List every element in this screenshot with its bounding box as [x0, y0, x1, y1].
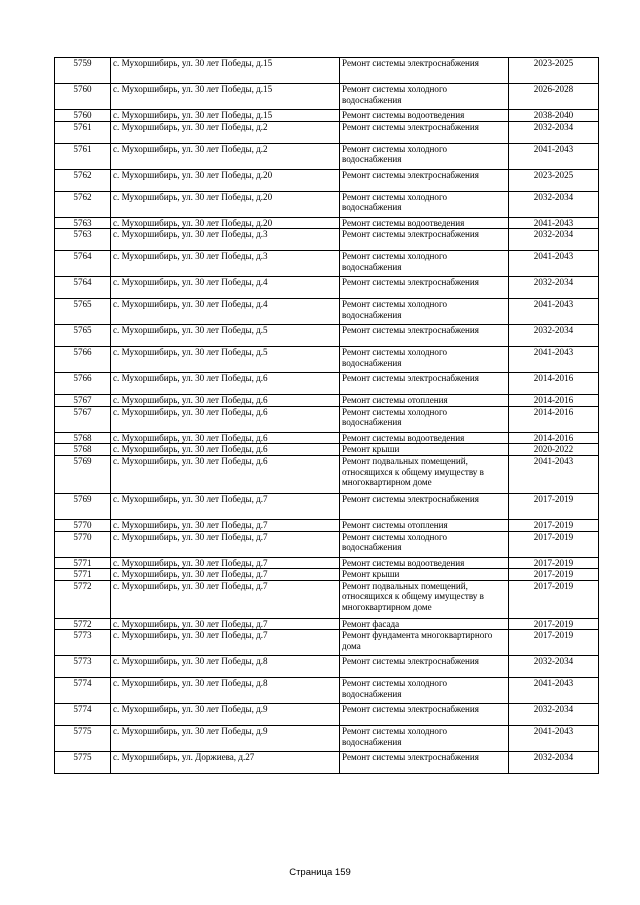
period-cell: 2014-2016 [509, 432, 599, 444]
row-number: 5766 [55, 347, 111, 373]
table-row [55, 395, 599, 407]
row-number: 5774 [55, 678, 111, 704]
work-type-cell: Ремонт системы холодного водоснабжения [340, 406, 509, 432]
period-cell: 2032-2034 [509, 277, 599, 299]
work-type-cell: Ремонт системы электроснабжения [340, 493, 509, 519]
period-cell: 2017-2019 [509, 557, 599, 569]
address-cell: с. Мухоршибирь, ул. 30 лет Победы, д.9 [111, 704, 340, 726]
work-type-cell: Ремонт системы холодного водоснабжения [340, 251, 509, 277]
address-cell: с. Мухоршибирь, ул. 30 лет Победы, д.15 [111, 84, 340, 110]
row-number: 5768 [55, 432, 111, 444]
period-cell: 2041-2043 [509, 726, 599, 752]
period-cell: 2023-2025 [509, 169, 599, 191]
work-type-cell: Ремонт системы электроснабжения [340, 656, 509, 678]
address-cell: с. Мухоршибирь, ул. 30 лет Победы, д.6 [111, 432, 340, 444]
row-number: 5772 [55, 618, 111, 630]
table-row [55, 229, 599, 251]
table-row [55, 277, 599, 299]
period-cell: 2032-2034 [509, 656, 599, 678]
address-cell: с. Мухоршибирь, ул. 30 лет Победы, д.4 [111, 299, 340, 325]
work-type-cell: Ремонт подвальных помещений, относящихся к общему имуществу в многоквартирном доме [340, 580, 509, 618]
period-cell: 2041-2043 [509, 217, 599, 229]
address-cell: с. Мухоршибирь, ул. 30 лет Победы, д.20 [111, 191, 340, 217]
table-row [55, 58, 599, 84]
table-row [55, 656, 599, 678]
address-cell: с. Мухоршибирь, ул. 30 лет Победы, д.6 [111, 406, 340, 432]
work-type-cell: Ремонт системы электроснабжения [340, 121, 509, 143]
address-cell: с. Мухоршибирь, ул. 30 лет Победы, д.15 [111, 110, 340, 122]
work-type-cell: Ремонт системы холодного водоснабжения [340, 299, 509, 325]
table-row [55, 84, 599, 110]
period-cell: 2032-2034 [509, 704, 599, 726]
address-cell: с. Мухоршибирь, ул. 30 лет Победы, д.5 [111, 325, 340, 347]
period-cell: 2032-2034 [509, 325, 599, 347]
address-cell: с. Мухоршибирь, ул. 30 лет Победы, д.9 [111, 726, 340, 752]
work-type-cell: Ремонт фасада [340, 618, 509, 630]
table-row [55, 406, 599, 432]
row-number: 5764 [55, 277, 111, 299]
address-cell: с. Мухоршибирь, ул. 30 лет Победы, д.3 [111, 229, 340, 251]
row-number: 5770 [55, 519, 111, 531]
table-row [55, 444, 599, 456]
period-cell: 2041-2043 [509, 678, 599, 704]
row-number: 5765 [55, 325, 111, 347]
period-cell: 2041-2043 [509, 455, 599, 493]
row-number: 5762 [55, 169, 111, 191]
period-cell: 2017-2019 [509, 519, 599, 531]
period-cell: 2017-2019 [509, 569, 599, 581]
period-cell: 2017-2019 [509, 618, 599, 630]
row-number: 5771 [55, 557, 111, 569]
period-cell: 2023-2025 [509, 58, 599, 84]
address-cell: с. Мухоршибирь, ул. 30 лет Победы, д.7 [111, 569, 340, 581]
row-number: 5769 [55, 493, 111, 519]
table-row [55, 325, 599, 347]
table-row [55, 557, 599, 569]
work-type-cell: Ремонт системы холодного водоснабжения [340, 191, 509, 217]
work-type-cell: Ремонт системы электроснабжения [340, 58, 509, 84]
row-number: 5768 [55, 444, 111, 456]
address-cell: с. Мухоршибирь, ул. 30 лет Победы, д.6 [111, 444, 340, 456]
table-row [55, 519, 599, 531]
table-row [55, 217, 599, 229]
table-row [55, 704, 599, 726]
period-cell: 2041-2043 [509, 251, 599, 277]
table-row [55, 299, 599, 325]
work-type-cell: Ремонт системы электроснабжения [340, 325, 509, 347]
table-row [55, 618, 599, 630]
address-cell: с. Мухоршибирь, ул. 30 лет Победы, д.3 [111, 251, 340, 277]
row-number: 5760 [55, 110, 111, 122]
address-cell: с. Мухоршибирь, ул. 30 лет Победы, д.8 [111, 656, 340, 678]
work-type-cell: Ремонт системы холодного водоснабжения [340, 143, 509, 169]
address-cell: с. Мухоршибирь, ул. 30 лет Победы, д.6 [111, 455, 340, 493]
period-cell: 2014-2016 [509, 395, 599, 407]
row-number: 5766 [55, 373, 111, 395]
address-cell: с. Мухоршибирь, ул. 30 лет Победы, д.6 [111, 395, 340, 407]
row-number: 5774 [55, 704, 111, 726]
row-number: 5767 [55, 395, 111, 407]
address-cell: с. Мухоршибирь, ул. 30 лет Победы, д.7 [111, 493, 340, 519]
table-row [55, 531, 599, 557]
table-row [55, 752, 599, 774]
row-number: 5759 [55, 58, 111, 84]
row-number: 5761 [55, 143, 111, 169]
period-cell: 2017-2019 [509, 493, 599, 519]
work-type-cell: Ремонт системы электроснабжения [340, 169, 509, 191]
work-type-cell: Ремонт подвальных помещений, относящихся к общему имуществу в многоквартирном доме [340, 455, 509, 493]
table-row [55, 169, 599, 191]
table-row [55, 251, 599, 277]
work-type-cell: Ремонт крыши [340, 444, 509, 456]
table-row [55, 630, 599, 656]
address-cell: с. Мухоршибирь, ул. 30 лет Победы, д.15 [111, 58, 340, 84]
address-cell: с. Мухоршибирь, ул. 30 лет Победы, д.7 [111, 519, 340, 531]
table-row [55, 110, 599, 122]
row-number: 5773 [55, 630, 111, 656]
work-type-cell: Ремонт системы водоотведения [340, 110, 509, 122]
work-type-cell: Ремонт системы холодного водоснабжения [340, 678, 509, 704]
table-row [55, 455, 599, 493]
work-type-cell: Ремонт системы отопления [340, 519, 509, 531]
work-type-cell: Ремонт системы водоотведения [340, 432, 509, 444]
work-type-cell: Ремонт системы электроснабжения [340, 704, 509, 726]
work-type-cell: Ремонт крыши [340, 569, 509, 581]
address-cell: с. Мухоршибирь, ул. 30 лет Победы, д.6 [111, 373, 340, 395]
row-number: 5770 [55, 531, 111, 557]
row-number: 5771 [55, 569, 111, 581]
page-number: Страница 159 [289, 867, 351, 878]
row-number: 5761 [55, 121, 111, 143]
period-cell: 2041-2043 [509, 143, 599, 169]
row-number: 5773 [55, 656, 111, 678]
work-type-cell: Ремонт системы электроснабжения [340, 229, 509, 251]
address-cell: с. Мухоршибирь, ул. Доржиева, д.27 [111, 752, 340, 774]
table-row [55, 493, 599, 519]
address-cell: с. Мухоршибирь, ул. 30 лет Победы, д.8 [111, 678, 340, 704]
address-cell: с. Мухоршибирь, ул. 30 лет Победы, д.20 [111, 217, 340, 229]
work-type-cell: Ремонт системы холодного водоснабжения [340, 347, 509, 373]
address-cell: с. Мухоршибирь, ул. 30 лет Победы, д.7 [111, 618, 340, 630]
work-type-cell: Ремонт системы электроснабжения [340, 373, 509, 395]
table-row [55, 678, 599, 704]
address-cell: с. Мухоршибирь, ул. 30 лет Победы, д.2 [111, 121, 340, 143]
table-row [55, 432, 599, 444]
row-number: 5760 [55, 84, 111, 110]
period-cell: 2014-2016 [509, 373, 599, 395]
table-row [55, 373, 599, 395]
address-cell: с. Мухоршибирь, ул. 30 лет Победы, д.2 [111, 143, 340, 169]
address-cell: с. Мухоршибирь, ул. 30 лет Победы, д.5 [111, 347, 340, 373]
row-number: 5772 [55, 580, 111, 618]
work-type-cell: Ремонт системы водоотведения [340, 217, 509, 229]
row-number: 5769 [55, 455, 111, 493]
period-cell: 2017-2019 [509, 580, 599, 618]
table-row [55, 191, 599, 217]
period-cell: 2041-2043 [509, 347, 599, 373]
repair-schedule-body [55, 58, 599, 774]
table-row [55, 569, 599, 581]
work-type-cell: Ремонт системы электроснабжения [340, 277, 509, 299]
period-cell: 2014-2016 [509, 406, 599, 432]
work-type-cell: Ремонт системы холодного водоснабжения [340, 531, 509, 557]
row-number: 5765 [55, 299, 111, 325]
work-type-cell: Ремонт фундамента многоквартирного дома [340, 630, 509, 656]
period-cell: 2032-2034 [509, 121, 599, 143]
work-type-cell: Ремонт системы холодного водоснабжения [340, 84, 509, 110]
work-type-cell: Ремонт системы холодного водоснабжения [340, 726, 509, 752]
period-cell: 2026-2028 [509, 84, 599, 110]
address-cell: с. Мухоршибирь, ул. 30 лет Победы, д.7 [111, 630, 340, 656]
row-number: 5762 [55, 191, 111, 217]
period-cell: 2041-2043 [509, 299, 599, 325]
work-type-cell: Ремонт системы электроснабжения [340, 752, 509, 774]
address-cell: с. Мухоршибирь, ул. 30 лет Победы, д.7 [111, 531, 340, 557]
row-number: 5767 [55, 406, 111, 432]
work-type-cell: Ремонт системы водоотведения [340, 557, 509, 569]
row-number: 5764 [55, 251, 111, 277]
table-row [55, 580, 599, 618]
row-number: 5775 [55, 726, 111, 752]
row-number: 5775 [55, 752, 111, 774]
period-cell: 2017-2019 [509, 630, 599, 656]
period-cell: 2017-2019 [509, 531, 599, 557]
table-row [55, 726, 599, 752]
repair-schedule-table [54, 57, 599, 774]
period-cell: 2038-2040 [509, 110, 599, 122]
period-cell: 2020-2022 [509, 444, 599, 456]
period-cell: 2032-2034 [509, 752, 599, 774]
address-cell: с. Мухоршибирь, ул. 30 лет Победы, д.20 [111, 169, 340, 191]
address-cell: с. Мухоршибирь, ул. 30 лет Победы, д.4 [111, 277, 340, 299]
table-row [55, 143, 599, 169]
period-cell: 2032-2034 [509, 229, 599, 251]
row-number: 5763 [55, 217, 111, 229]
address-cell: с. Мухоршибирь, ул. 30 лет Победы, д.7 [111, 557, 340, 569]
period-cell: 2032-2034 [509, 191, 599, 217]
table-row [55, 347, 599, 373]
table-row [55, 121, 599, 143]
work-type-cell: Ремонт системы отопления [340, 395, 509, 407]
row-number: 5763 [55, 229, 111, 251]
address-cell: с. Мухоршибирь, ул. 30 лет Победы, д.7 [111, 580, 340, 618]
